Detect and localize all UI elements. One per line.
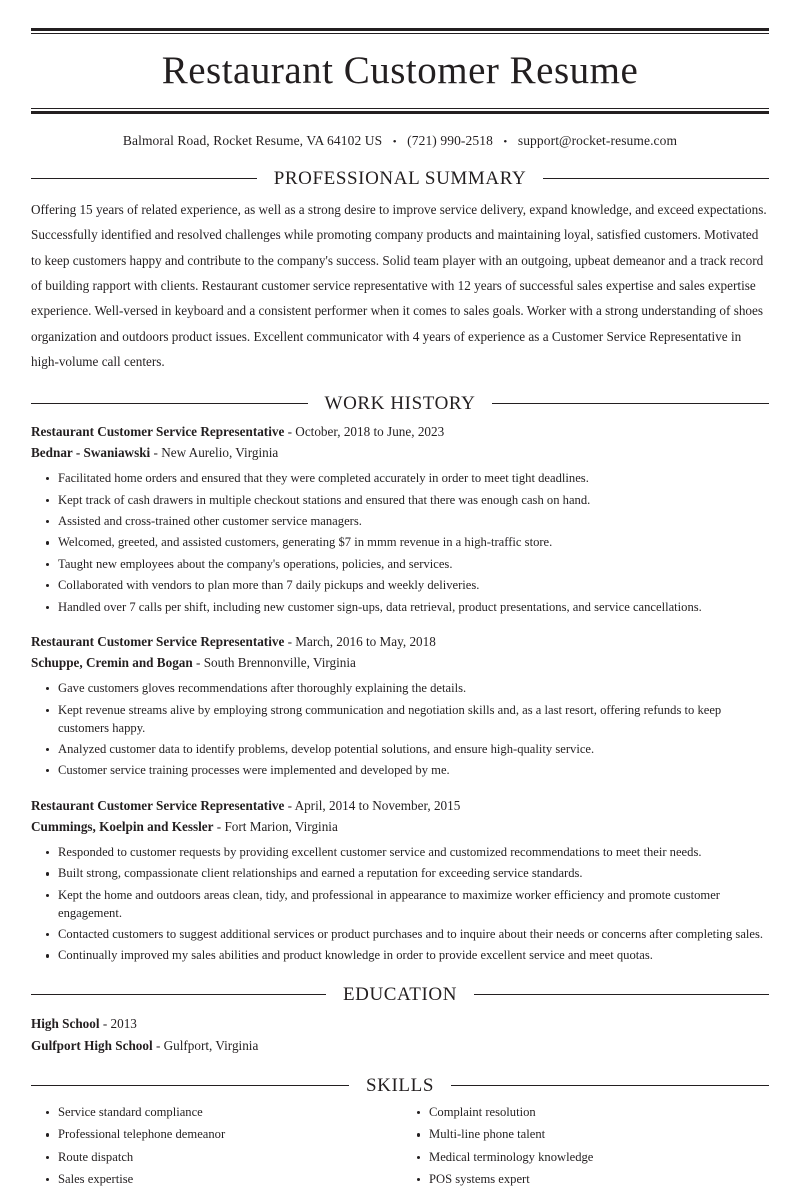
job-bullet: Taught new employees about the company's operations, policies, and services. [31,556,769,574]
section-rule-left [31,403,308,404]
header-top-rule-thin [31,33,769,34]
job-bullet: Responded to customer requests by providing excellent customer service and customized recommendations to meet their needs. [31,844,769,862]
skills-column-left [31,1104,400,1194]
job-title-line [31,632,769,652]
job-bullet: Kept track of cash drawers in multiple checkout stations and ensured that there was enough cash on hand. [31,492,769,510]
contact-separator-2: • [503,135,508,148]
job-bullet: Continually improved my sales abilities and product knowledge in order to provide excellent service and meet quotas. [31,947,769,965]
job-title-line [31,796,769,816]
job-bullet: Handled over 7 calls per shift, including new customer sign-ups, data retrieval, product presentations, and service cancellations. [31,599,769,617]
job-title: Restaurant Customer Service Representative [31,798,285,814]
job-bullet-list [31,470,769,616]
skills-list-left [31,1104,400,1189]
job-bullet: Kept revenue streams alive by employing strong communication and negotiation skills and, as a last resort, offering refunds to keep customers happy. [31,702,769,738]
section-rule-left [31,178,257,179]
skill-item: Route dispatch [31,1149,400,1167]
job-company: Schuppe, Cremin and Bogan [31,654,193,670]
job-company: Bednar - Swaniawski [31,444,151,460]
section-rule-right [543,178,769,179]
work-history-entry [31,796,769,965]
job-title: Restaurant Customer Service Representative [31,634,285,650]
section-rule-left [31,1085,349,1086]
section-rule-right [451,1085,769,1086]
job-bullet: Contacted customers to suggest additional services or product purchases and to inquire about their needs or concerns after completing sales. [31,926,769,944]
skill-item: Medical terminology knowledge [400,1149,769,1167]
job-bullet-list [31,844,769,965]
section-title: SKILLS [366,1075,434,1097]
section-header-skills [31,1076,769,1095]
job-company-line [31,653,769,673]
job-location: - New Aurelio, Virginia [153,444,279,460]
skill-item: Sales expertise [31,1171,400,1189]
contact-address: Balmoral Road, Rocket Resume, VA 64102 US [122,132,383,148]
job-company-line [31,817,769,837]
job-bullet-list [31,680,769,780]
job-bullet: Collaborated with vendors to plan more than 7 daily pickups and weekly deliveries. [31,577,769,595]
job-location: - South Brennonville, Virginia [196,654,356,670]
skill-item: Service standard compliance [31,1104,400,1122]
education-school-line [31,1035,769,1056]
section-header-education [31,985,769,1004]
skills-columns [31,1104,769,1194]
job-dates: - April, 2014 to November, 2015 [287,798,461,814]
section-header-work-history [31,394,769,413]
section-rule-right [474,994,769,995]
job-bullet: Kept the home and outdoors areas clean, tidy, and professional in appearance to maximize worker efficiency and promote customer engagement. [31,887,769,923]
section-rule-right [492,403,769,404]
section-title: EDUCATION [342,984,458,1006]
job-title-line [31,422,769,442]
job-location: - Fort Marion, Virginia [216,818,338,834]
section-rule-left [31,994,326,995]
work-history-entry [31,632,769,780]
contact-phone: (721) 990-2518 [407,132,493,148]
resume-header [31,0,769,149]
contact-email: support@rocket-resume.com [517,132,678,148]
skill-item: Complaint resolution [400,1104,769,1122]
skills-list-right [400,1104,769,1189]
education-degree-line [31,1013,769,1034]
skill-item: Multi-line phone talent [400,1126,769,1144]
job-company: Cummings, Koelpin and Kessler [31,818,214,834]
contact-separator-1: • [392,135,397,148]
job-bullet: Analyzed customer data to identify problems, develop potential solutions, and ensure high-quality service. [31,741,769,759]
education-school: Gulfport High School [31,1037,153,1053]
skill-item: POS systems expert [400,1171,769,1189]
section-header-professional-summary [31,169,769,188]
job-title: Restaurant Customer Service Representative [31,424,285,440]
work-history-entry [31,422,769,616]
skills-column-right [400,1104,769,1194]
header-bottom-rule-thick [31,111,769,114]
contact-line [31,133,769,149]
job-bullet: Gave customers gloves recommendations after thoroughly explaining the details. [31,680,769,698]
section-title: WORK HISTORY [324,393,476,415]
job-dates: - October, 2018 to June, 2023 [287,424,445,440]
professional-summary-text: Offering 15 years of related experience, as well as a strong desire to improve service delivery, expand knowledge, and exceed expectations. Successfully identified and resolved challenges while promoting company products and maintaining loyal, satisfied customers. Motivated to keep customers happy and contribute to the company's success. Solid team player with an outgoing, upbeat demeanor and a track record of building rapport with clients. Restaurant customer service representative with 12 years of successful sales expertise and sales expertise experience. Well-versed in keyboard and a consistent performer when it comes to sales goals. Worker with a strong understanding of shoes organization and outdoors product issues. Excellent communicator with 4 years of experience as a Customer Service Representative in high-volume call centers. [31,201,767,369]
job-bullet: Assisted and cross-trained other customer service managers. [31,513,769,531]
education-location: - Gulfport, Virginia [155,1037,259,1053]
education-degree: High School [31,1016,100,1032]
job-bullet: Built strong, compassionate client relationships and earned a reputation for exceeding service standards. [31,865,769,883]
job-bullet: Customer service training processes were implemented and developed by me. [31,762,769,780]
job-dates: - March, 2016 to May, 2018 [287,634,436,650]
job-bullet: Welcomed, greeted, and assisted customers, generating $7 in mmm revenue in a high-traffic store. [31,534,769,552]
section-title: PROFESSIONAL SUMMARY [273,167,527,189]
job-bullet: Facilitated home orders and ensured that they were completed accurately in order to meet tight deadlines. [31,470,769,488]
skill-item: Professional telephone demeanor [31,1126,400,1144]
page-title: Restaurant Customer Resume [161,49,639,92]
job-company-line [31,443,769,463]
education-year: - 2013 [102,1016,137,1032]
